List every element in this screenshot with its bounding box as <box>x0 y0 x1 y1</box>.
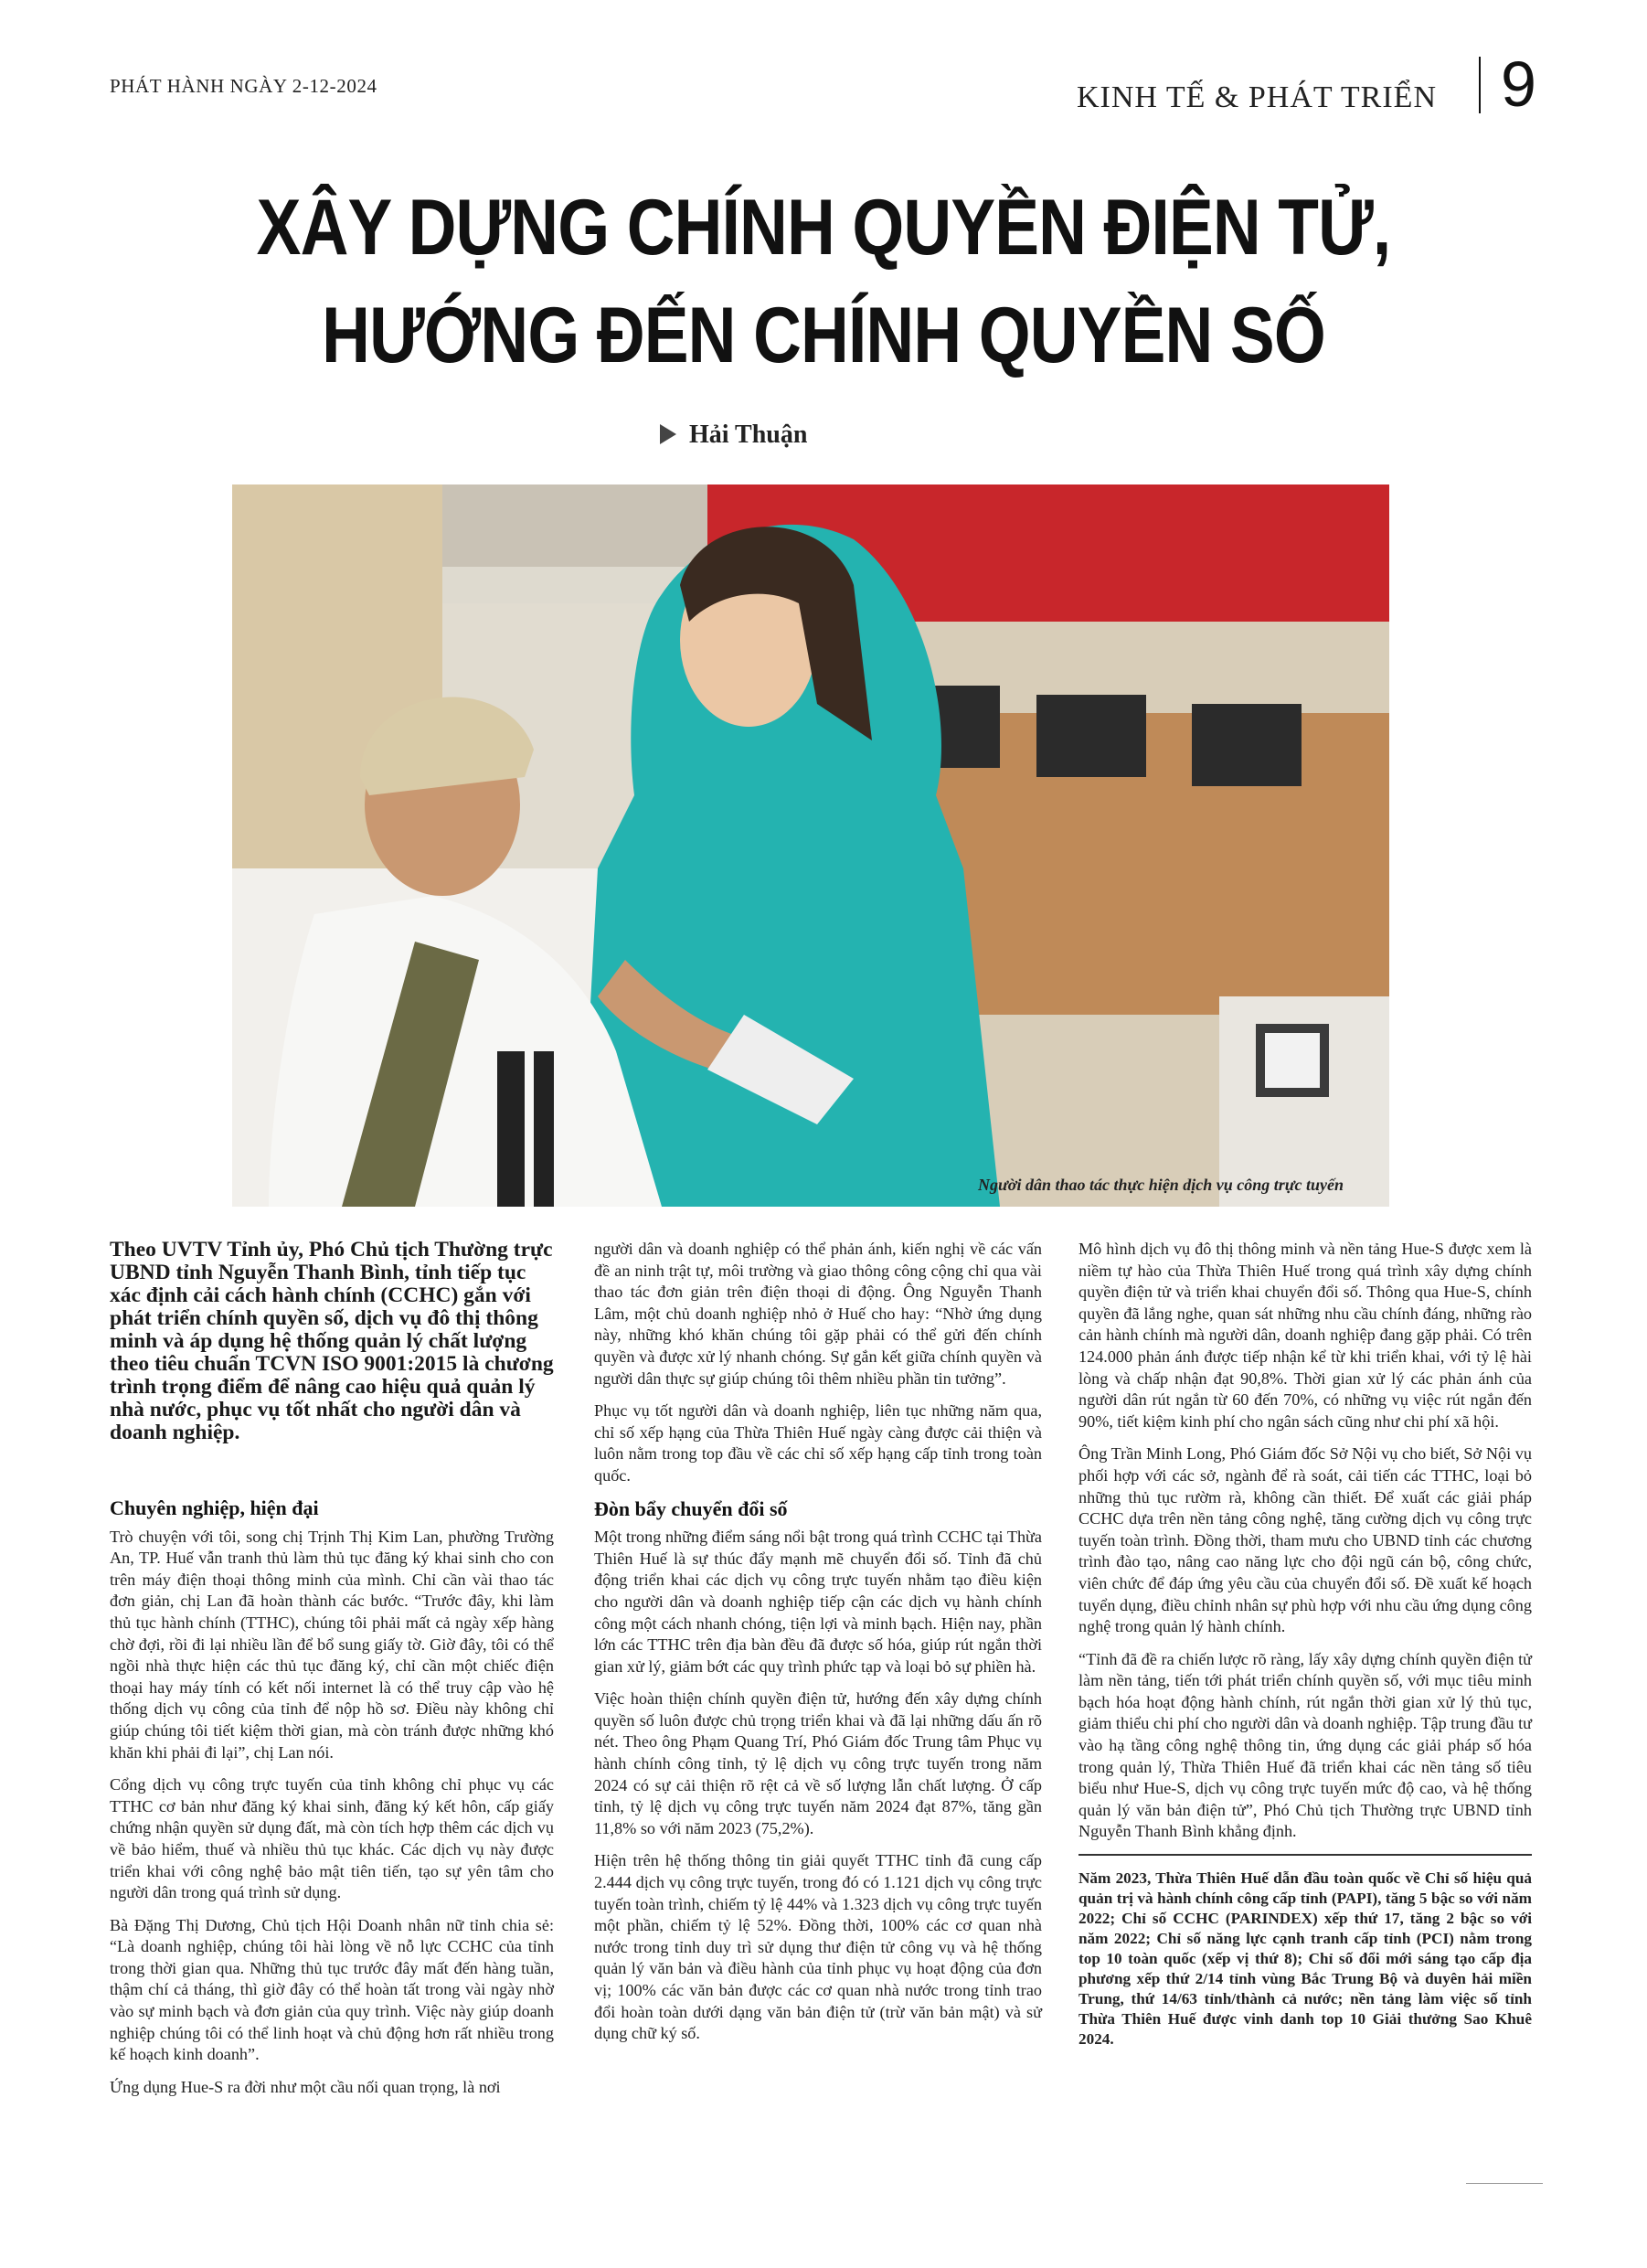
subheading-1: Chuyên nghiệp, hiện đại <box>110 1496 319 1519</box>
body-paragraph: Việc hoàn thiện chính quyền điện tử, hướng đến xây dựng chính quyền số luôn được chủ trọng triển khai và đã lại những dấu ấn rõ nét. Theo ông Phạm Quang Trí, Phó Giám đốc Trung tâm Phục vụ hành chính công tỉnh, tỷ lệ dịch vụ công trực tuyến trong năm 2024 có sự cải thiện rõ rệt cả về số lượng lẫn chất lượng. Ở cấp tỉnh, tỷ lệ dịch vụ công trực tuyến năm 2024 đạt 87%, tăng gần 11,8% so với năm 2023 (75,2%). <box>594 1689 1042 1837</box>
lead-paragraph: Theo UVTV Tỉnh ủy, Phó Chủ tịch Thường trực UBND tỉnh Nguyễn Thanh Bình, tỉnh tiếp tục xác định cải cách hành chính (CCHC) gắn với phát triển chính quyền số, dịch vụ đô thị thông minh và áp dụng hệ thống quản lý chất lượng theo tiêu chuẩn TCVN ISO 9001:2015 là chương trình trọng điểm để nâng cao hiệu quả quản lý nhà nước, phục vụ tốt nhất cho người dân và doanh nghiệp. <box>110 1238 554 1444</box>
author-name: Hải Thuận <box>689 421 808 449</box>
subheading-2: Đòn bẩy chuyển đổi số <box>594 1496 788 1520</box>
article-photo <box>232 484 1389 1207</box>
body-paragraph: Ông Trần Minh Long, Phó Giám đốc Sở Nội vụ cho biết, Sở Nội vụ phối hợp với các sở, ngành để rà soát, cải tiến các TTHC, loại bỏ những thủ tục rườm rà, không cần thiết. Để xuất các giải pháp CCHC dựa trên nền tảng công nghệ, tăng cường dịch vụ công trực tuyến toàn trình. Đồng thời, tham mưu cho UBND tỉnh các chương trình đào tạo, nâng cao năng lực cho đội ngũ cán bộ, công chức, viên chức để đáp ứng yêu cầu của chuyển đổi số. Đề xuất kế hoạch tuyển dụng, điều chỉnh nhân sự phù hợp với nhu cầu ứng dụng công nghệ trong quản lý hành chính. <box>1079 1444 1532 1636</box>
section-title: KINH TẾ & PHÁT TRIỂN <box>1077 80 1437 114</box>
headline-line-1: XÂY DỰNG CHÍNH QUYỀN ĐIỆN TỬ, <box>256 184 1391 272</box>
body-paragraph: Bà Đặng Thị Dương, Chủ tịch Hội Doanh nhân nữ tỉnh chia sẻ: “Là doanh nghiệp, chúng tôi hài lòng về nỗ lực CCHC của tỉnh trong thời gian qua. Những thủ tục trước đây mất đến hàng tuần, thậm chí cả tháng, thì giờ đây có thể hoàn tất trong vài ngày nhờ vào sự minh bạch và đơn giản của quy trình. Việc này giúp doanh nghiệp chúng tôi có thể linh hoạt và chủ động hơn rất nhiều trong kế hoạch kinh doanh”. <box>110 1915 554 2064</box>
body-paragraph: Ứng dụng Hue-S ra đời như một cầu nối quan trọng, là nơi <box>110 2077 501 2096</box>
column-1 <box>110 1239 554 2109</box>
body-paragraph: Mô hình dịch vụ đô thị thông minh và nền tảng Hue-S được xem là niềm tự hào của Thừa Thiên Huế trong quá trình xây dựng chính quyền điện tử và triển khai chuyển đổi số. Thông qua Hue-S, chính quyền đã lắng nghe, quan sát những nhu cầu chính đáng, những rào cản hành chính mà người dân, doanh nghiệp đang gặp phải. Có trên 124.000 phản ánh được tiếp nhận kể từ khi triển khai, với tỷ lệ hài lòng và chấp nhận đạt 90,8%. Thời gian xử lý các phản ánh của người dân rút ngắn từ 60 đến 70%, có những vụ việc rút ngắn đến 90%, tiết kiệm kinh phí cho ngân sách cũng như chi phí xã hội. <box>1079 1240 1532 1431</box>
byline <box>660 421 807 450</box>
body-paragraph: Trò chuyện với tôi, song chị Trịnh Thị Kim Lan, phường Trường An, TP. Huế vẫn tranh thủ làm thủ tục đăng ký khai sinh cho con trên máy điện thoại thông minh của mình. Chỉ cần vài thao tác đơn giản, chị Lan đã hoàn thành các bước. “Trước đây, khi làm thủ tục hành chính (TTHC), chúng tôi phải mất cả ngày xếp hàng chờ đợi, rồi đi lại nhiều lần để bổ sung giấy tờ. Giờ đây, tôi có thể ngồi nhà thực hiện các thủ tục đăng ký, chỉ cần một chiếc điện thoại hay máy tính có kết nối internet là có thể truy cập vào hệ thống dịch vụ công của tỉnh để nộp hồ sơ. Điều này không chỉ giúp chúng tôi tiết kiệm thời gian, mà còn tránh được những khó khăn khi phải đi lại”, chị Lan nói. <box>110 1527 554 1762</box>
body-paragraph: Cổng dịch vụ công trực tuyến của tỉnh không chỉ phục vụ các TTHC cơ bản như đăng ký khai sinh, đăng ký kết hôn, cấp giấy chứng nhận quyền sử dụng đất, mà còn tích hợp thêm các dịch vụ về bảo hiểm, thuế và nhiều thủ tục khác. Các dịch vụ này được triển khai với công nghệ bảo mật tiên tiến, tạo sự yên tâm cho người dân trong quá trình sử dụng. <box>110 1775 554 1902</box>
issue-date: PHÁT HÀNH NGÀY 2-12-2024 <box>110 75 377 97</box>
column-3 <box>1079 1239 1532 2050</box>
page-number: 9 <box>1501 48 1536 120</box>
headline-line-2: HƯỚNG ĐẾN CHÍNH QUYỀN SỐ <box>322 292 1325 379</box>
info-box: Năm 2023, Thừa Thiên Huế dẫn đầu toàn quốc về Chỉ số hiệu quả quản trị và hành chính công cấp tỉnh (PAPI), tăng 5 bậc so với năm 2022; Chỉ số CCHC (PARINDEX) xếp thứ 17, tăng 2 bậc so với năm 2022; Chỉ số năng lực cạnh tranh cấp tỉnh (PCI) nằm trong top 10 toàn quốc (xếp vị thứ 8); Chỉ số đổi mới sáng tạo cấp địa phương xếp thứ 2/14 tỉnh vùng Bắc Trung Bộ và duyên hải miền Trung, thứ 14/63 tỉnh/thành cả nước; nền tảng làm việc số tỉnh Thừa Thiên Huế được vinh danh top 10 Giải thưởng Sao Khuê 2024. <box>1079 1854 1532 2050</box>
body-paragraph: Hiện trên hệ thống thông tin giải quyết TTHC tỉnh đã cung cấp 2.444 dịch vụ công trực tuyến, trong đó có 1.121 dịch vụ công trực tuyến toàn trình, chiếm tỷ lệ 44% và 1.323 dịch vụ công trực tuyến một phần, chiếm tỷ lệ 52%. Đồng thời, 100% các cơ quan nhà nước trong tỉnh duy trì sử dụng thư điện tử công vụ và hệ thống quản lý văn bản và điều hành của tỉnh phục vụ hoạt động của đơn vị; 100% các văn bản được các cơ quan nhà nước trong tỉnh trao đổi hoàn toàn dưới dạng văn bản điện tử (trừ văn bản mật) và sử dụng chữ ký số. <box>594 1851 1042 2043</box>
end-rule <box>1466 2183 1543 2184</box>
header-divider <box>1479 57 1481 113</box>
photo-caption: Người dân thao tác thực hiện dịch vụ công trực tuyến <box>978 1176 1344 1194</box>
photo-illustration <box>232 484 1389 1207</box>
column-2 <box>594 1239 1042 2056</box>
body-paragraph: Phục vụ tốt người dân và doanh nghiệp, liên tục những năm qua, chỉ số xếp hạng của Thừa Thiên Huế ngày càng được cải thiện và luôn nằm trong top đầu về các chỉ số xếp hạng cấp tỉnh trong toàn quốc. <box>594 1401 1042 1485</box>
body-paragraph: “Tỉnh đã đề ra chiến lược rõ ràng, lấy xây dựng chính quyền điện tử làm nền tảng, tiến tới phát triển chính quyền số, với mục tiêu minh bạch hóa hoạt động hành chính, rút ngắn thời gian xử lý thủ tục, giảm thiểu chi phí cho người dân và doanh nghiệp. Tập trung đầu tư vào hạ tầng công nghệ thông tin, ứng dụng các giải pháp số hóa trong quản lý, Thừa Thiên Huế đã triển khai các nền tảng số tiêu biểu như Hue-S, dịch vụ công trực tuyến mức độ cao, và hệ thống quản lý văn bản điện tử”, Phó Chủ tịch Thường trực UBND tỉnh Nguyễn Thanh Bình khẳng định. <box>1079 1649 1532 1841</box>
body-paragraph: Một trong những điểm sáng nổi bật trong quá trình CCHC tại Thừa Thiên Huế là sự thúc đẩy mạnh mẽ chuyển đổi số. Tỉnh đã chủ động triển khai các dịch vụ công trực tuyến nhằm tạo điều kiện cho người dân và doanh nghiệp tiếp cận các dịch vụ hành chính công một cách nhanh chóng, tiện lợi và minh bạch. Hiện nay, phần lớn các TTHC trên địa bàn đều đã được số hóa, giúp rút ngắn thời gian xử lý, giảm bớt các quy trình phức tạp và loại bỏ sự phiền hà. <box>594 1528 1042 1676</box>
body-paragraph: người dân và doanh nghiệp có thể phản ánh, kiến nghị về các vấn đề an ninh trật tự, môi trường và giao thông công cộng chỉ qua vài thao tác đơn giản trên điện thoại di động. Ông Nguyễn Thanh Lâm, một chủ doanh nghiệp nhỏ ở Huế cho hay: “Nhờ ứng dụng này, những khó khăn chúng tôi gặp phải có thể gửi đến chính quyền và được xử lý nhanh chóng. Sự gắn kết giữa chính quyền và người dân thực sự giúp chúng tôi thêm nhiều phần tin tưởng”. <box>594 1240 1042 1388</box>
byline-arrow-icon <box>660 424 676 444</box>
